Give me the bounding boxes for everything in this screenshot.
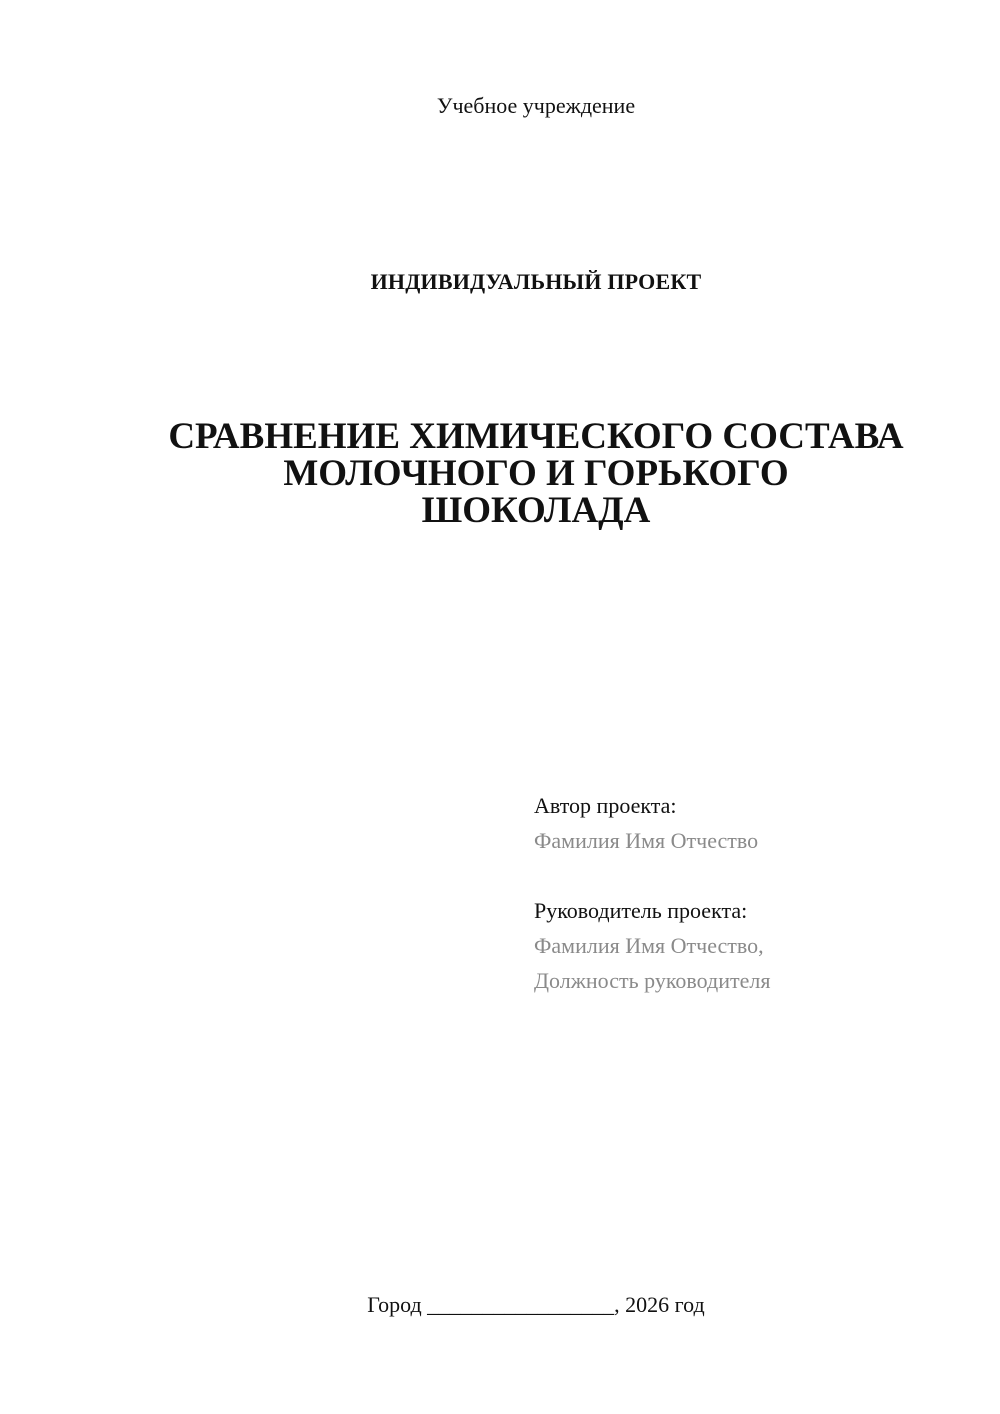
- institution-name: Учебное учреждение: [436, 93, 636, 118]
- author-name: Фамилия Имя Отчество: [534, 828, 759, 853]
- project-title-line-3: ШОКОЛАДА: [421, 490, 651, 531]
- project-title: [0, 418, 1000, 529]
- project-title-line-2: МОЛОЧНОГО И ГОРЬКОГО: [283, 453, 789, 494]
- credits-spacer: [534, 858, 974, 893]
- project-title-line-1: СРАВНЕНИЕ ХИМИЧЕСКОГО СОСТАВА: [168, 416, 904, 457]
- project-type-heading: ИНДИВИДУАЛЬНЫЙ ПРОЕКТ: [370, 269, 702, 294]
- credits-block: [534, 788, 974, 998]
- supervisor-position: Должность руководителя: [534, 968, 771, 993]
- city-year-footer: Город _________________, 2026 год: [367, 1292, 705, 1317]
- author-label: Автор проекта:: [534, 793, 677, 818]
- supervisor-name: Фамилия Имя Отчество,: [534, 933, 764, 958]
- supervisor-label: Руководитель проекта:: [534, 898, 748, 923]
